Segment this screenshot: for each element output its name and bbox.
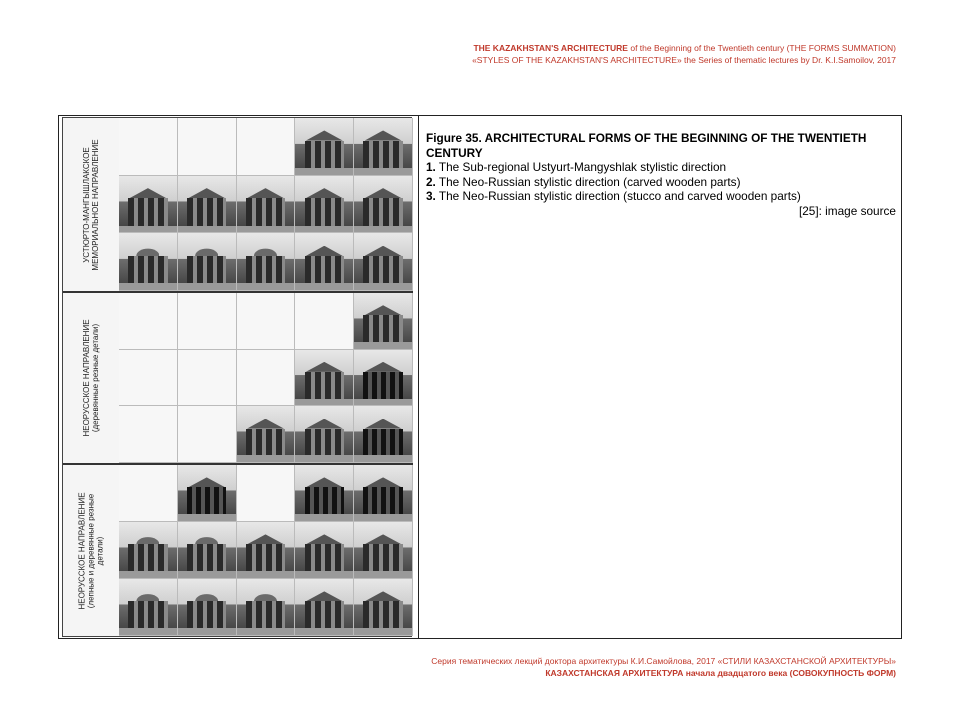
building-photo [237, 406, 296, 463]
photo-ground [295, 628, 353, 635]
building-photo [119, 579, 178, 636]
photo-roof [365, 591, 402, 601]
photo-body [187, 256, 226, 283]
photo-roof [195, 587, 218, 602]
building-photo [354, 522, 413, 579]
photo-ground [295, 399, 353, 406]
empty-cell [237, 118, 296, 176]
photo-roof [306, 130, 343, 140]
photo-body [128, 544, 167, 571]
photo-body [305, 198, 344, 225]
band-label: УСТЮРТО-МАНГЫШЛАКСКОЕ МЕМОРИАЛЬНОЕ НАПРАВЛЕНИЕ [82, 138, 100, 271]
frame-divider [418, 115, 419, 639]
photo-roof [365, 188, 402, 198]
building-photo [295, 522, 354, 579]
photo-ground [354, 226, 412, 233]
photo-body [363, 198, 402, 225]
photo-ground [354, 283, 412, 290]
building-photo [178, 233, 237, 291]
photo-ground [354, 571, 412, 578]
photo-ground [119, 571, 177, 578]
photo-body [363, 141, 402, 168]
photo-roof [306, 246, 343, 256]
band-photo-grid [119, 465, 413, 636]
photo-ground [354, 168, 412, 175]
building-photo [178, 176, 237, 234]
building-photo [237, 522, 296, 579]
photo-body [187, 198, 226, 225]
empty-cell [178, 118, 237, 176]
band-photo-grid [119, 118, 413, 291]
header-line-2: «STYLES OF THE KAZAKHSTAN'S ARCHITECTURE» the Series of thematic lectures by Dr. K.I.Samoilov, 2017 [472, 55, 896, 65]
photo-roof [365, 362, 402, 372]
photo-ground [119, 283, 177, 290]
photo-body [363, 429, 402, 456]
photo-roof [254, 241, 277, 256]
photo-ground [295, 226, 353, 233]
photo-body [305, 601, 344, 628]
photo-ground [178, 571, 236, 578]
building-photo [237, 176, 296, 234]
photo-ground [237, 455, 295, 462]
photo-body [363, 256, 402, 283]
photo-roof [306, 534, 343, 544]
photo-ground [354, 455, 412, 462]
empty-cell [119, 350, 178, 407]
photo-roof [188, 477, 225, 487]
photo-body [305, 487, 344, 514]
photo-ground [237, 628, 295, 635]
photo-body [305, 544, 344, 571]
building-photo [237, 233, 296, 291]
page-footer [431, 655, 896, 679]
caption-title: Figure 35. ARCHITECTURAL FORMS OF THE BEGINNING OF THE TWENTIETH CENTURY [426, 131, 867, 160]
building-photo [295, 233, 354, 291]
building-photo [178, 465, 237, 522]
photo-roof [306, 419, 343, 429]
building-photo [354, 118, 413, 176]
caption-item-2 [426, 175, 896, 190]
empty-cell [178, 293, 237, 350]
plate-band-2 [63, 291, 413, 463]
photo-ground [237, 226, 295, 233]
photo-roof [306, 477, 343, 487]
photo-roof [254, 587, 277, 602]
photo-roof [306, 362, 343, 372]
photo-roof [365, 130, 402, 140]
photo-roof [136, 241, 159, 256]
photo-roof [136, 530, 159, 545]
photo-roof [129, 188, 166, 198]
caption-item-3-text: The Neo-Russian stylistic direction (stucco and carved wooden parts) [435, 189, 801, 203]
photo-roof [247, 534, 284, 544]
footer-line-2: КАЗАХСТАНСКАЯ АРХИТЕКТУРА начала двадцатого века (СОВОКУПНОСТЬ ФОРМ) [545, 668, 896, 678]
photo-body [305, 372, 344, 399]
building-photo [354, 176, 413, 234]
photo-ground [237, 571, 295, 578]
building-photo [295, 118, 354, 176]
photo-roof [365, 534, 402, 544]
photo-ground [295, 514, 353, 521]
photo-roof [247, 188, 284, 198]
photo-ground [354, 514, 412, 521]
photo-body [305, 141, 344, 168]
caption-item-3 [426, 189, 896, 204]
empty-cell [237, 293, 296, 350]
caption-item-1-num: 1. [426, 160, 436, 174]
empty-cell [119, 118, 178, 176]
building-photo [178, 579, 237, 636]
building-photo [119, 522, 178, 579]
photo-ground [295, 455, 353, 462]
photo-body [128, 198, 167, 225]
photo-roof [136, 587, 159, 602]
photo-ground [354, 628, 412, 635]
photo-body [246, 544, 285, 571]
building-photo [178, 522, 237, 579]
empty-cell [119, 465, 178, 522]
band-label-cell [63, 293, 120, 463]
band-label-cell [63, 118, 120, 291]
photo-roof [365, 477, 402, 487]
header-line-1 [472, 42, 896, 54]
figure-caption [426, 131, 896, 218]
building-photo [237, 579, 296, 636]
caption-item-1-text: The Sub-regional Ustyurt-Mangyshlak stylistic direction [435, 160, 727, 174]
photo-ground [178, 226, 236, 233]
photo-roof [365, 305, 402, 315]
photo-ground [354, 399, 412, 406]
photo-plate [62, 117, 412, 637]
empty-cell [237, 465, 296, 522]
building-photo [354, 350, 413, 407]
photo-roof [188, 188, 225, 198]
photo-body [363, 544, 402, 571]
caption-item-2-text: The Neo-Russian stylistic direction (carved wooden parts) [435, 174, 741, 189]
photo-body [246, 198, 285, 225]
photo-body [246, 256, 285, 283]
building-photo [295, 350, 354, 407]
photo-ground [295, 168, 353, 175]
building-photo [295, 176, 354, 234]
image-source-note: [25]: image source [798, 203, 896, 218]
photo-roof [195, 530, 218, 545]
photo-body [363, 487, 402, 514]
photo-roof [195, 241, 218, 256]
photo-ground [178, 283, 236, 290]
band-photo-grid [119, 293, 413, 463]
photo-ground [354, 342, 412, 349]
photo-body [187, 544, 226, 571]
photo-roof [306, 188, 343, 198]
band-label: НЕОРУССКОЕ НАПРАВЛЕНИЕ (деревянные резные детали) [82, 319, 100, 437]
photo-body [305, 429, 344, 456]
building-photo [354, 233, 413, 291]
photo-body [363, 372, 402, 399]
building-photo [119, 176, 178, 234]
header-line-1-bold: THE KAZAKHSTAN'S ARCHITECTURE [473, 43, 628, 53]
building-photo [295, 465, 354, 522]
photo-body [363, 601, 402, 628]
plate-band-3 [63, 463, 413, 636]
photo-body [128, 601, 167, 628]
page-header [472, 42, 896, 66]
building-photo [354, 406, 413, 463]
caption-item-3-num: 3. [426, 189, 436, 203]
photo-ground [295, 283, 353, 290]
photo-roof [247, 419, 284, 429]
photo-ground [178, 628, 236, 635]
empty-cell [178, 350, 237, 407]
photo-body [246, 601, 285, 628]
photo-roof [306, 591, 343, 601]
photo-roof [365, 419, 402, 429]
photo-ground [119, 226, 177, 233]
photo-body [363, 315, 402, 342]
photo-roof [365, 246, 402, 256]
empty-cell [237, 350, 296, 407]
photo-body [246, 429, 285, 456]
empty-cell [295, 293, 354, 350]
photo-body [305, 256, 344, 283]
photo-body [187, 601, 226, 628]
caption-item-1 [426, 160, 896, 175]
caption-item-2-num: 2. [426, 174, 436, 189]
photo-ground [119, 628, 177, 635]
building-photo [354, 579, 413, 636]
building-photo [354, 465, 413, 522]
band-label-cell [63, 465, 120, 636]
empty-cell [119, 293, 178, 350]
photo-body [187, 487, 226, 514]
photo-ground [178, 514, 236, 521]
building-photo [295, 579, 354, 636]
building-photo [119, 233, 178, 291]
building-photo [354, 293, 413, 350]
photo-ground [237, 283, 295, 290]
photo-ground [295, 571, 353, 578]
band-label: НЕОРУССКОЕ НАПРАВЛЕНИЕ (лепные и деревянные резные детали) [77, 491, 105, 610]
photo-body [128, 256, 167, 283]
empty-cell [119, 406, 178, 463]
footer-line-1: Серия тематических лекций доктора архитектуры К.И.Самойлова, 2017 «СТИЛИ КАЗАХСТАНСКОЙ АРХИТЕКТУРЫ» [431, 656, 896, 666]
building-photo [295, 406, 354, 463]
empty-cell [178, 406, 237, 463]
header-line-1-rest: of the Beginning of the Twentieth century (THE FORMS SUMMATION) [627, 43, 896, 53]
plate-band-1 [63, 118, 413, 291]
